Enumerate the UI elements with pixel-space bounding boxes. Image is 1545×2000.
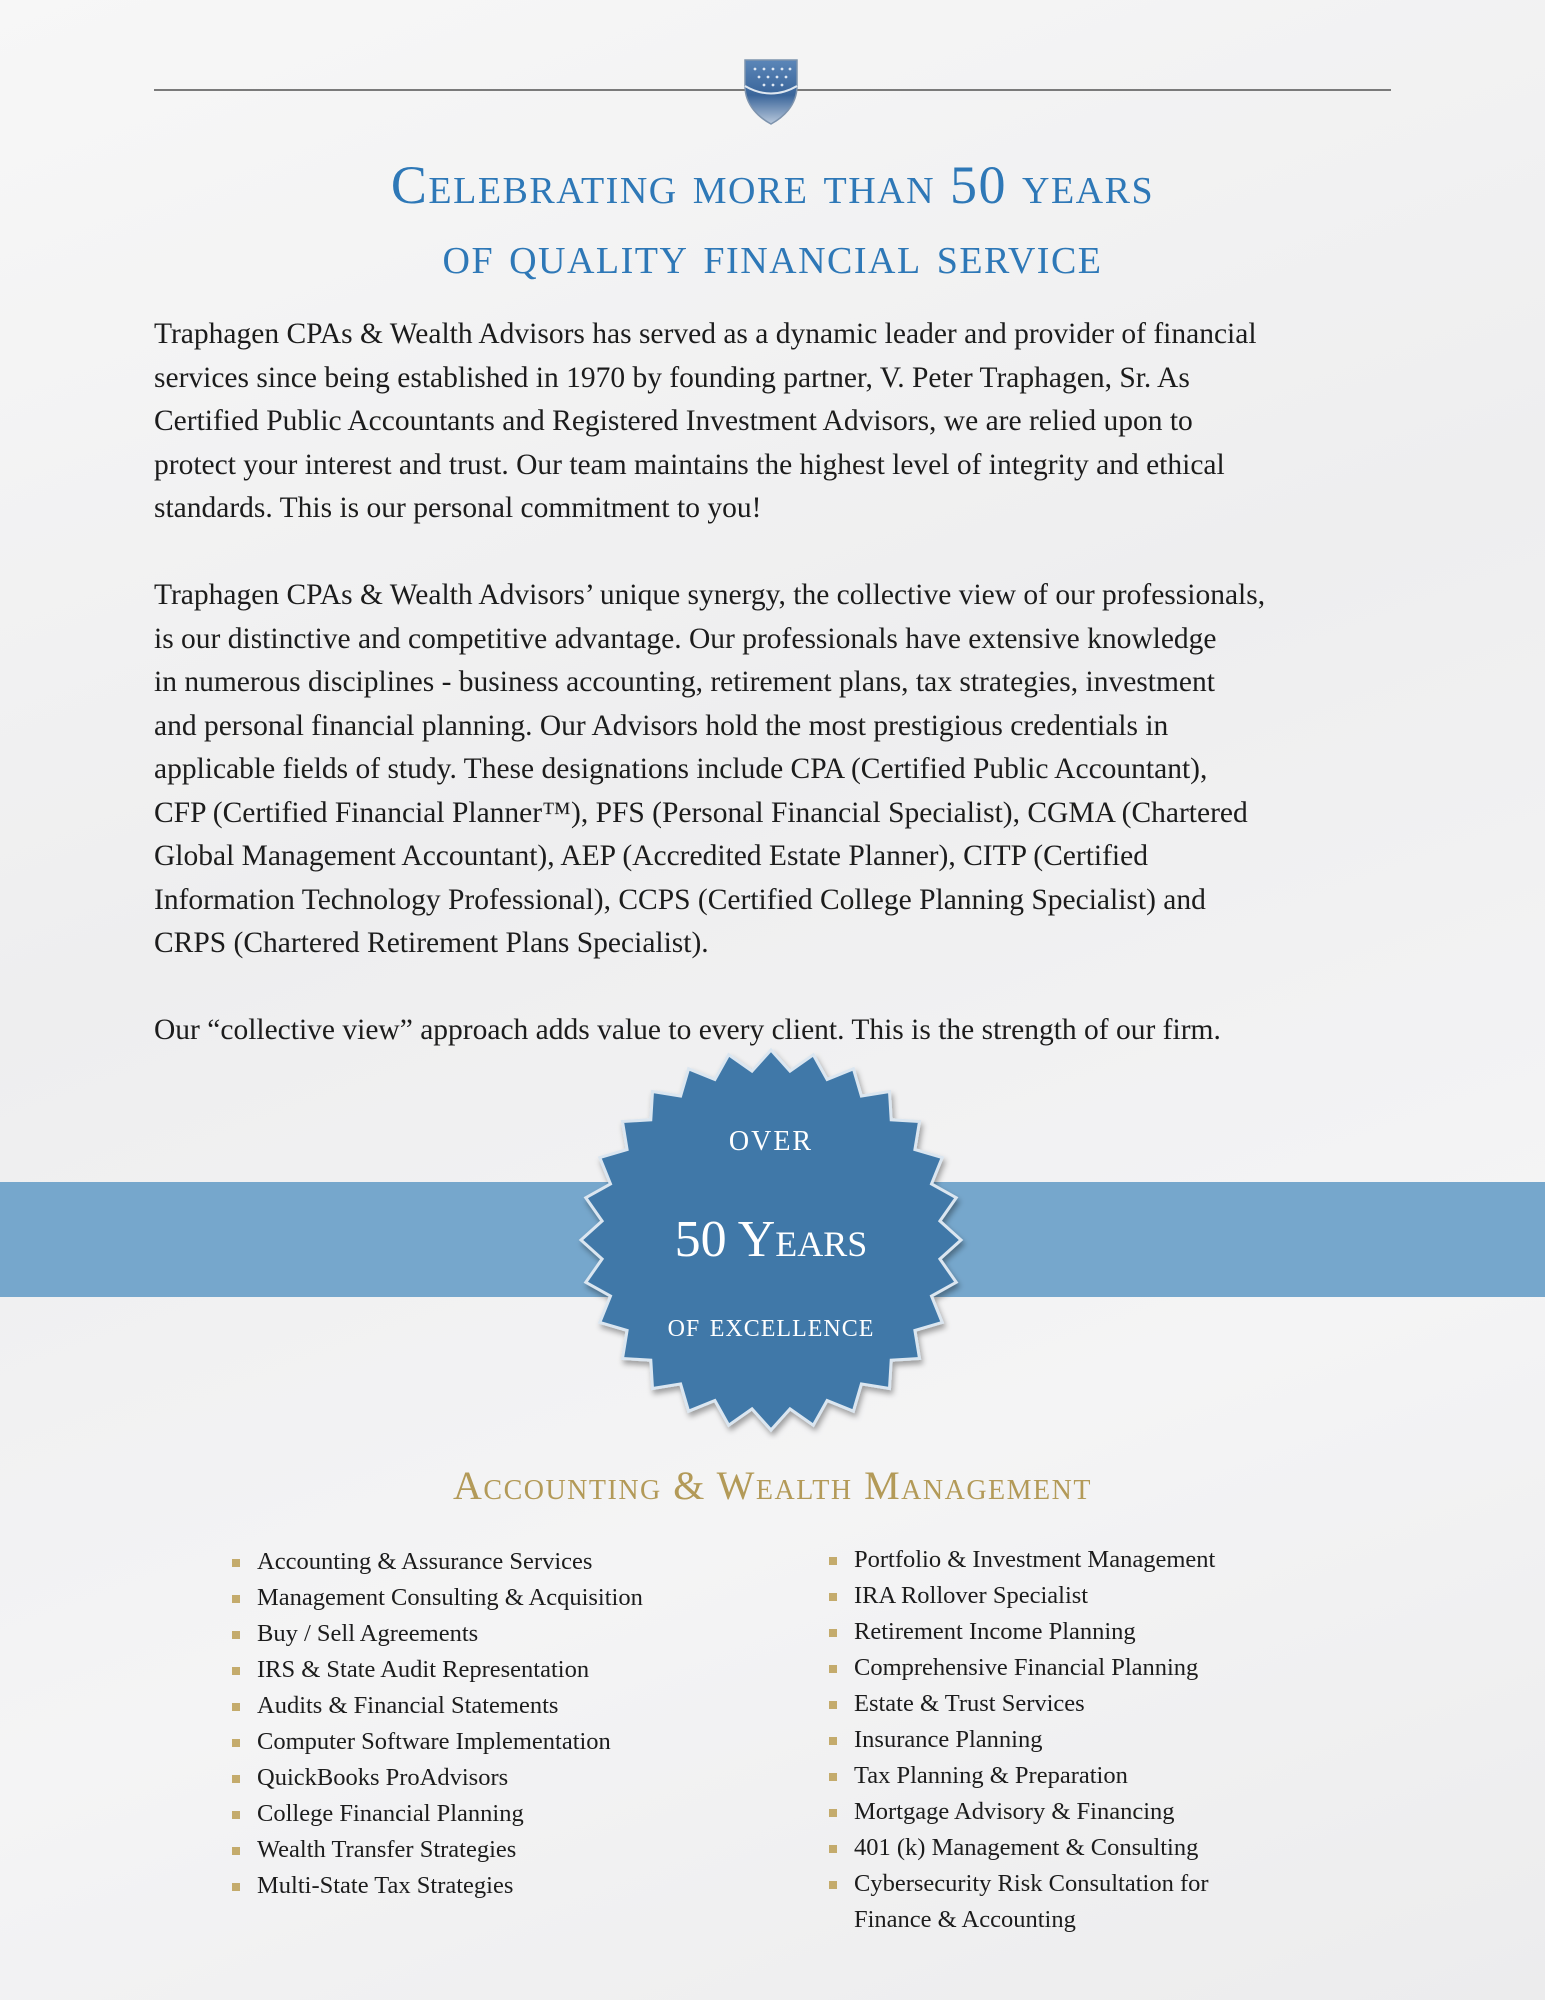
service-label: Audits & Financial Statements: [257, 1692, 559, 1719]
paragraph-line: standards. This is our personal commitment to you!: [154, 492, 762, 524]
paragraph-line: Information Technology Professional), CCPS (Certified College Planning Specialist) and: [154, 883, 1206, 916]
list-item: [829, 1830, 1215, 1866]
list-item: [232, 1580, 643, 1616]
service-label: Estate & Trust Services: [854, 1690, 1085, 1717]
list-item: [829, 1578, 1215, 1614]
paragraph-line: Traphagen CPAs & Wealth Advisors’ unique synergy, the collective view of our professionals,: [154, 579, 1266, 611]
square-bullet-icon: [232, 1631, 240, 1639]
list-item: [232, 1544, 643, 1580]
square-bullet-icon: [829, 1845, 837, 1853]
service-label: Buy / Sell Agreements: [257, 1620, 479, 1647]
list-item: [829, 1614, 1215, 1650]
square-bullet-icon: [829, 1809, 837, 1817]
square-bullet-icon: [829, 1773, 837, 1781]
list-item: [829, 1866, 1215, 1938]
title-line: Celebrating more than 50 years: [390, 155, 1155, 215]
service-label: Insurance Planning: [854, 1726, 1043, 1753]
list-item: [232, 1796, 643, 1832]
service-label: Accounting & Assurance Services: [257, 1548, 593, 1575]
list-item: [232, 1760, 643, 1796]
square-bullet-icon: [232, 1595, 240, 1603]
service-label: Computer Software Implementation: [257, 1728, 611, 1755]
service-label: QuickBooks ProAdvisors: [257, 1764, 509, 1791]
paragraph-line: applicable fields of study. These designations include CPA (Certified Public Accountant),: [154, 753, 1208, 785]
paragraph-line: in numerous disciplines - business accounting, retirement plans, tax strategies, investment: [154, 666, 1215, 698]
list-item: [232, 1616, 643, 1652]
list-item: [232, 1688, 643, 1724]
service-label: Comprehensive Financial Planning: [854, 1654, 1199, 1681]
square-bullet-icon: [829, 1665, 837, 1673]
paragraph-line: services since being established in 1970 by founding partner, V. Peter Traphagen, Sr. As: [154, 361, 1190, 394]
intro-paragraph: [154, 313, 1424, 531]
paragraph-line: and personal financial planning. Our Advisors hold the most prestigious credentials in: [154, 709, 1169, 742]
paragraph-line: Global Management Accountant), AEP (Accredited Estate Planner), CITP (Certified: [154, 840, 1148, 872]
list-item: [232, 1724, 643, 1760]
service-label: IRS & State Audit Representation: [257, 1656, 590, 1683]
square-bullet-icon: [232, 1847, 240, 1855]
list-item: [829, 1722, 1215, 1758]
seal-middle-text: 50 Years: [674, 1211, 868, 1268]
square-bullet-icon: [829, 1701, 837, 1709]
paragraph-line: Traphagen CPAs & Wealth Advisors has served as a dynamic leader and provider of financial: [154, 318, 1257, 350]
service-label: Retirement Income Planning: [854, 1618, 1136, 1645]
list-item: [829, 1794, 1215, 1830]
list-item: [829, 1650, 1215, 1686]
square-bullet-icon: [232, 1739, 240, 1747]
square-bullet-icon: [829, 1629, 837, 1637]
square-bullet-icon: [232, 1811, 240, 1819]
list-item: [232, 1652, 643, 1688]
square-bullet-icon: [829, 1557, 837, 1565]
paragraph-line: is our distinctive and competitive advantage. Our professionals have extensive knowledge: [154, 622, 1217, 655]
service-label: Mortgage Advisory & Financing: [854, 1798, 1175, 1825]
service-label: Cybersecurity Risk Consultation for: [854, 1870, 1209, 1897]
paragraph-line: Our “collective view” approach adds value to every client. This is the strength of our firm.: [154, 1014, 1221, 1046]
square-bullet-icon: [232, 1883, 240, 1891]
list-item: [829, 1758, 1215, 1794]
service-label: Portfolio & Investment Management: [854, 1546, 1216, 1573]
seal-bottom-text: of excellence: [667, 1307, 875, 1344]
service-label: Wealth Transfer Strategies: [257, 1836, 517, 1863]
service-label-continuation: Finance & Accounting: [854, 1906, 1076, 1933]
paragraph-line: Certified Public Accountants and Registered Investment Advisors, we are relied upon to: [154, 405, 1193, 437]
title-line: of quality financial service: [442, 225, 1103, 285]
services-heading: Accounting & Wealth Management: [453, 1463, 1092, 1508]
shield-crest-icon: [742, 56, 800, 126]
synergy-paragraph: [154, 574, 1424, 966]
service-label: College Financial Planning: [257, 1800, 524, 1827]
list-item: [829, 1542, 1215, 1578]
square-bullet-icon: [232, 1775, 240, 1783]
square-bullet-icon: [829, 1881, 837, 1889]
service-label: Management Consulting & Acquisition: [257, 1584, 643, 1611]
square-bullet-icon: [829, 1593, 837, 1601]
square-bullet-icon: [232, 1667, 240, 1675]
paragraph-line: CRPS (Chartered Retirement Plans Specialist).: [154, 927, 709, 959]
service-label: IRA Rollover Specialist: [854, 1582, 1089, 1609]
service-label: Tax Planning & Preparation: [854, 1762, 1128, 1789]
paragraph-line: CFP (Certified Financial Planner™), PFS (Personal Financial Specialist), CGMA (Chartered: [154, 796, 1248, 829]
seal-top-text: over: [728, 1114, 814, 1159]
square-bullet-icon: [829, 1737, 837, 1745]
list-item: [829, 1686, 1215, 1722]
list-item: [232, 1832, 643, 1868]
list-item: [232, 1868, 643, 1904]
services-list-left: [232, 1544, 643, 1904]
service-label: 401 (k) Management & Consulting: [854, 1834, 1199, 1861]
paragraph-line: protect your interest and trust. Our team maintains the highest level of integrity and ethical: [154, 448, 1225, 481]
service-label: Multi-State Tax Strategies: [257, 1872, 514, 1899]
page-title: [154, 150, 1391, 290]
services-list-right: [829, 1542, 1215, 1938]
square-bullet-icon: [232, 1703, 240, 1711]
square-bullet-icon: [232, 1559, 240, 1567]
